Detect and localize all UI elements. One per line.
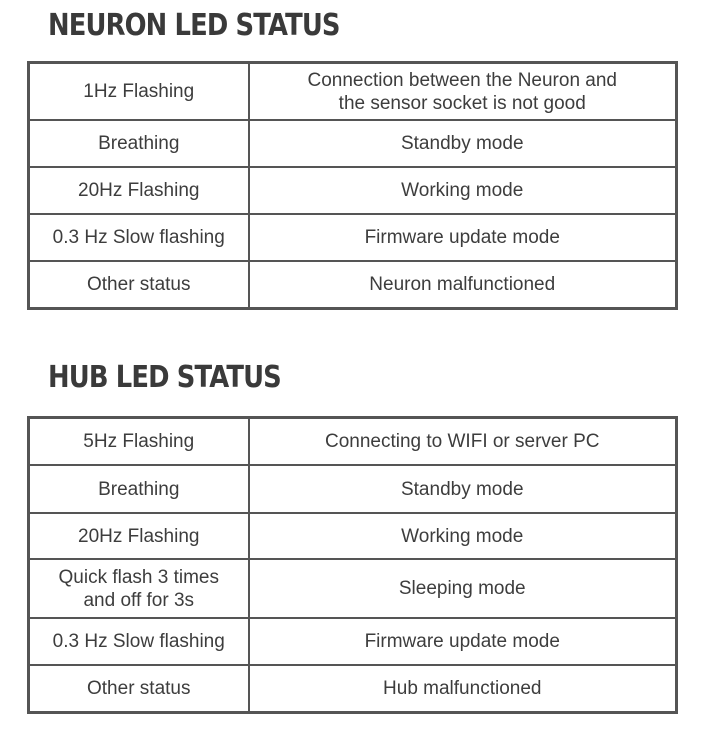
status-meaning-line: the sensor socket is not good (338, 92, 586, 114)
led-status-cell (29, 559, 249, 618)
status-meaning-line: Connection between the Neuron and (307, 69, 617, 91)
status-meaning-cell: Firmware update mode (249, 214, 677, 261)
status-meaning-cell: Working mode (249, 513, 677, 559)
table-row (29, 167, 677, 214)
neuron-led-status-title: NEURON LED STATUS (48, 8, 340, 43)
table-row (29, 120, 677, 167)
led-status-cell: 1Hz Flashing (29, 63, 249, 121)
led-status-cell: 20Hz Flashing (29, 513, 249, 559)
led-status-cell: Other status (29, 665, 249, 713)
table-row (29, 559, 677, 618)
hub-led-status-title: HUB LED STATUS (48, 360, 281, 395)
table-row (29, 665, 677, 713)
status-meaning-cell: Working mode (249, 167, 677, 214)
led-status-cell: Breathing (29, 465, 249, 513)
status-meaning-cell: Standby mode (249, 120, 677, 167)
table-row (29, 465, 677, 513)
led-status-cell: 5Hz Flashing (29, 418, 249, 466)
neuron-led-status-table (27, 61, 678, 310)
status-meaning-cell: Sleeping mode (249, 559, 677, 618)
led-status-line: Quick flash 3 times (58, 566, 219, 588)
status-meaning-cell: Hub malfunctioned (249, 665, 677, 713)
status-meaning-cell: Connecting to WIFI or server PC (249, 418, 677, 466)
led-status-line: and off for 3s (83, 589, 195, 611)
table-row (29, 63, 677, 121)
table-row (29, 513, 677, 559)
status-meaning-cell: Standby mode (249, 465, 677, 513)
status-meaning-cell: Neuron malfunctioned (249, 261, 677, 309)
led-status-cell: Breathing (29, 120, 249, 167)
led-status-cell: Other status (29, 261, 249, 309)
status-meaning-cell: Firmware update mode (249, 618, 677, 665)
status-meaning-cell (249, 63, 677, 121)
led-status-cell: 0.3 Hz Slow flashing (29, 214, 249, 261)
table-row (29, 261, 677, 309)
table-row (29, 618, 677, 665)
hub-led-status-table (27, 416, 678, 714)
table-row (29, 214, 677, 261)
led-status-cell: 0.3 Hz Slow flashing (29, 618, 249, 665)
table-row (29, 418, 677, 466)
led-status-cell: 20Hz Flashing (29, 167, 249, 214)
